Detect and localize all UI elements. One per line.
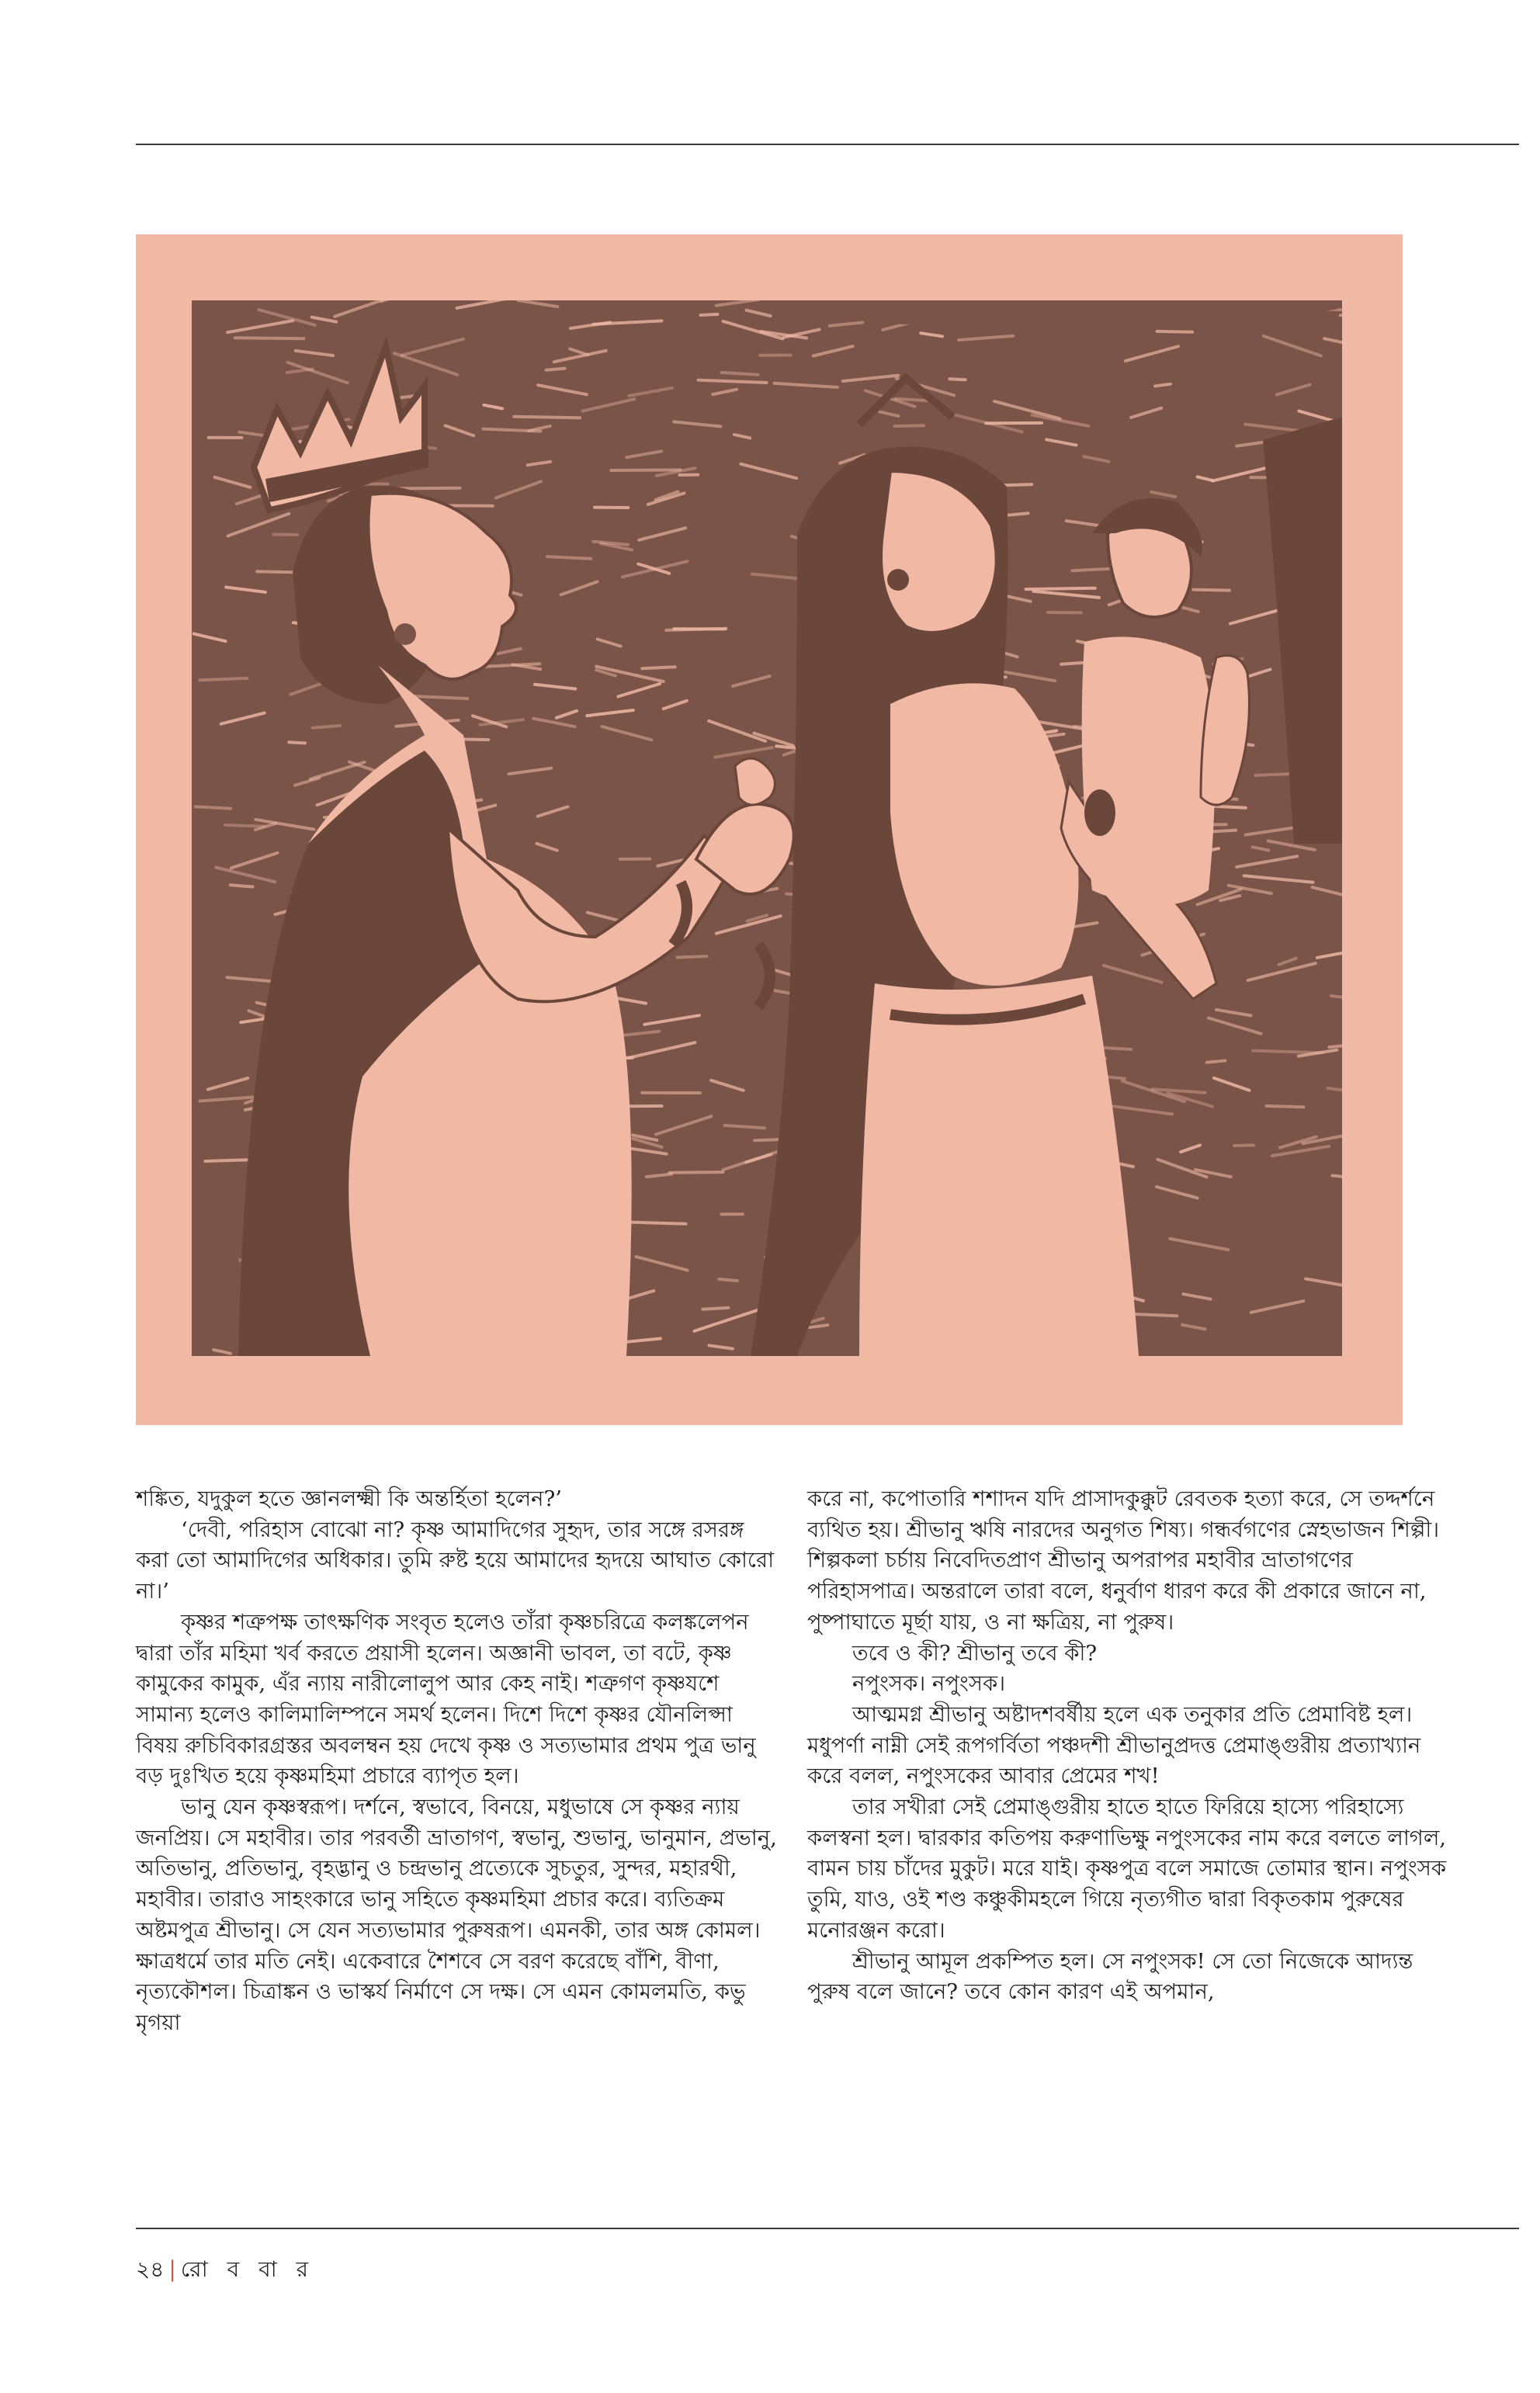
paragraph: তার সখীরা সেই প্রেমাঙ্গুরীয় হাতে হাতে ফিরিয়ে হাস্যে পরিহাস্যে কলস্বনা হল। দ্বারকার কতিপয় করুণাভিক্ষু নপুংসকের নাম করে বলতে লাগল, বামন চায় চাঁদের মুকুট। মরে যাই। কৃষ্ণপুত্র বলে সমাজে তোমার স্থান। নপুংসক তুমি, যাও, ওই শণ্ড কঞ্চুকীমহলে গিয়ে নৃত্যগীত দ্বারা বিকৃতকাম পুরুষের মনোরঞ্জন করো। [807,1795,1447,1943]
bottom-rule [136,2228,1519,2229]
paragraph: শঙ্কিত, যদুকুল হতে জ্ঞানলক্ষ্মী কি অন্তর্হিতা হলেন?’ [136,1486,562,1511]
top-rule [136,144,1519,145]
paragraph: শ্রীভানু আমূল প্রকম্পিত হল। সে নপুংসক! সে তো নিজেকে আদ্যন্ত পুরুষ বলে জানে? তবে কোন কারণ এই অপমান, [807,1948,1413,2005]
paragraph: তবে ও কী? শ্রীভানু তবে কী? [852,1640,1098,1666]
paragraph: ভানু যেন কৃষ্ণস্বরূপ। দর্শনে, স্বভাবে, বিনয়ে, মধুভাষে সে কৃষ্ণর ন্যায় জনপ্রিয়। সে মহাবীর। তার পরবর্তী ভ্রাতাগণ, স্বভানু, শুভানু, ভানুমান, প্রভানু, অতিভানু, প্রতিভানু, বৃহদ্ভানু ও চন্দ্রভানু প্রত্যেকে সুচতুর, সুন্দর, মহারথী, মহাবীর। তারাও সাহংকারে ভানু সহিতে কৃষ্ণমহিমা প্রচার করে। ব্যতিক্রম অষ্টমপুত্র শ্রীভানু। সে যেন সত্যভামার পুরুষরূপ। এমনকী, তার অঙ্গ কোমল। ক্ষাত্রধর্মে তার মতি নেই। একেবারে শৈশবে সে বরণ করেছে বাঁশি, বীণা, নৃত্যকৌশল। চিত্রাঙ্কন ও ভাস্কর্য নির্মাণে সে দক্ষ। সে এমন কোমলমতি, কভু মৃগয়া [136,1795,777,2035]
page-footer [136,2254,314,2285]
paragraph: আত্মমগ্ন শ্রীভানু অষ্টাদশবর্ষীয় হলে এক তনুকার প্রতি প্রেমাবিষ্ট হল। মধুপর্ণা নাম্নী সেই রূপগর্বিতা পঞ্চদশী শ্রীভানুপ্রদত্ত প্রেমাঙ্গুরীয় প্রত্যাখ্যান করে বলল, নপুংসকের আবার প্রেমের শখ! [807,1701,1421,1789]
footer-separator: | [168,2256,176,2282]
paragraph: কৃষ্ণর শত্রুপক্ষ তাৎক্ষণিক সংবৃত হলেও তাঁরা কৃষ্ণচরিত্রে কলঙ্কলেপন দ্বারা তাঁর মহিমা খর্ব করতে প্রয়াসী হলেন। অজ্ঞানী ভাবল, তা বটে, কৃষ্ণ কামুকের কামুক, এঁর ন্যায় নারীলোলুপ আর কেহ নাই। শত্রুগণ কৃষ্ণযশে সামান্য হলেও কালিমালিম্পনে সমর্থ হলেন। দিশে দিশে কৃষ্ণর যৌনলিপ্সা বিষয় রুচিবিকারগ্রস্তর অবলম্বন হয় দেখে কৃষ্ণ ও সত্যভামার প্রথম পুত্র ভানু বড় দুঃখিত হয়ে কৃষ্ণমহিমা প্রচারে ব্যাপৃত হল। [136,1609,756,1789]
woodcut-illustration [192,300,1342,1356]
paragraph: করে না, কপোতারি শশাদন যদি প্রাসাদকুক্কুট রেবতক হত্যা করে, সে তদ্দর্শনে ব্যথিত হয়। শ্রীভানু ঋষি নারদের অনুগত শিষ্য। গন্ধর্বগণের স্নেহভাজন শিল্পী। শিল্পকলা চর্চায় নিবেদিতপ্রাণ শ্রীভানু অপরাপর মহাবীর ভ্রাতাগণের পরিহাসপাত্র। অন্তরালে তারা বলে, ধনুর্বাণ ধারণ করে কী প্রকারে জানে না, পুষ্পাঘাতে মূর্ছা যায়, ও না ক্ষত্রিয়, না পুরুষ। [807,1486,1440,1635]
illustration-panel [136,234,1403,1425]
paragraph: ‘দেবী, পরিহাস বোঝো না? কৃষ্ণ আমাদিগের সুহৃদ, তার সঙ্গে রসরঙ্গ করা তো আমাদিগের অধিকার। তুমি রুষ্ট হয়ে আমাদের হৃদয়ে আঘাত কোরো না।’ [136,1517,775,1604]
page-number: ২৪ [136,2256,165,2282]
magazine-name: রো ব বা র [180,2256,315,2282]
left-text-column [136,1484,780,2039]
paragraph: নপুংসক। নপুংসক। [852,1671,1006,1697]
right-text-column [807,1484,1452,2008]
